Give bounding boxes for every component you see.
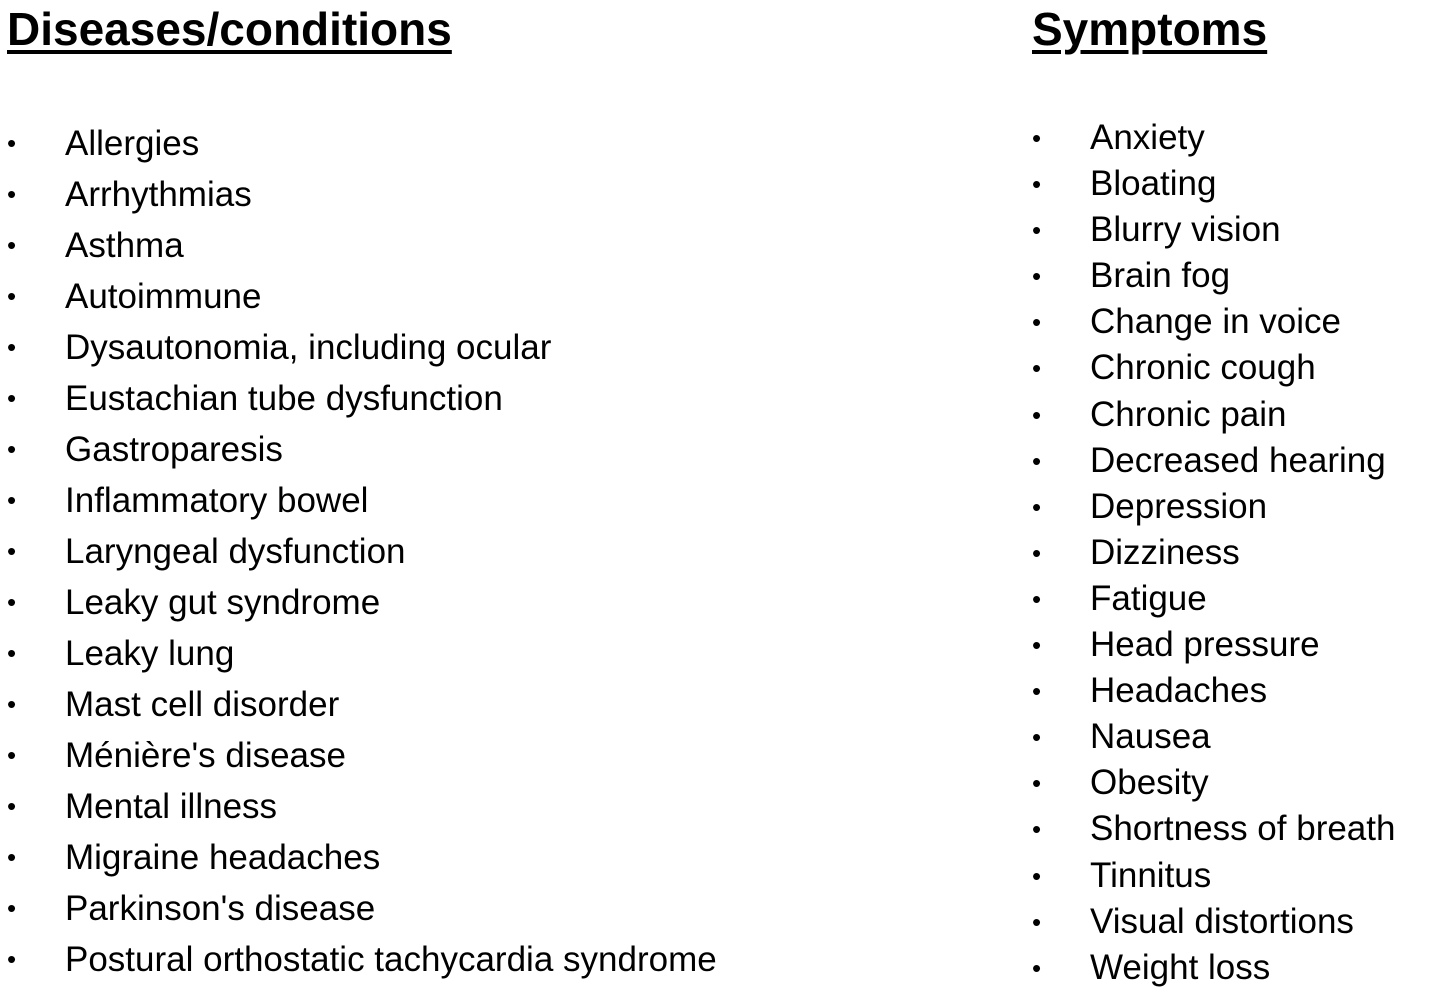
bullet-icon: • (1032, 860, 1042, 891)
diseases-list (7, 118, 717, 985)
list-item (7, 781, 717, 832)
list-item (1032, 392, 1395, 438)
symptoms-heading: Symptoms (1032, 3, 1268, 55)
list-item (1032, 576, 1395, 622)
list-item (1032, 945, 1395, 991)
bullet-icon: • (1032, 353, 1042, 384)
list-item (1032, 345, 1395, 391)
list-item (7, 883, 717, 934)
list-item (7, 526, 717, 577)
list-item (7, 934, 717, 985)
list-item-text: Shortness of breath (1090, 809, 1396, 849)
bullet-icon: • (7, 230, 17, 260)
bullet-icon: • (7, 842, 17, 872)
list-item (7, 679, 717, 730)
bullet-icon: • (1032, 261, 1042, 292)
list-item-text: Leaky gut syndrome (65, 583, 381, 622)
list-item-text: Arrhythmias (65, 175, 252, 214)
list-item (7, 373, 717, 424)
bullet-icon: • (7, 893, 17, 923)
list-item (7, 220, 717, 271)
list-item (7, 577, 717, 628)
list-item (1032, 299, 1395, 345)
list-item (7, 322, 717, 373)
bullet-icon: • (1032, 399, 1042, 430)
bullet-icon: • (1032, 583, 1042, 614)
list-item (7, 628, 717, 679)
bullet-icon: • (7, 179, 17, 209)
list-item (1032, 484, 1395, 530)
list-item (1032, 668, 1395, 714)
list-item (7, 271, 717, 322)
bullet-icon: • (7, 281, 17, 311)
list-item-text: Visual distortions (1090, 901, 1354, 941)
bullet-icon: • (1032, 169, 1042, 200)
list-item-text: Eustachian tube dysfunction (65, 379, 503, 418)
list-item-text: Depression (1090, 486, 1268, 526)
bullet-icon: • (1032, 445, 1042, 476)
bullet-icon: • (7, 638, 17, 668)
list-item (7, 832, 717, 883)
list-item-text: Change in voice (1090, 302, 1341, 342)
list-item-text: Bloating (1090, 164, 1217, 204)
diseases-heading: Diseases/conditions (7, 3, 452, 55)
bullet-icon: • (7, 689, 17, 719)
bullet-icon: • (1032, 491, 1042, 522)
bullet-icon: • (7, 944, 17, 974)
list-item (1032, 806, 1395, 852)
bullet-icon: • (1032, 630, 1042, 661)
bullet-icon: • (1032, 676, 1042, 707)
list-item (1032, 161, 1395, 207)
list-item (7, 475, 717, 526)
list-item (1032, 530, 1395, 576)
list-item-text: Fatigue (1090, 578, 1207, 618)
list-item (1032, 899, 1395, 945)
bullet-icon: • (7, 536, 17, 566)
list-item-text: Laryngeal dysfunction (65, 532, 406, 571)
list-item-text: Leaky lung (65, 634, 235, 673)
list-item-text: Blurry vision (1090, 210, 1281, 250)
list-item-text: Autoimmune (65, 277, 262, 316)
list-item-text: Obesity (1090, 763, 1209, 803)
list-item-text: Nausea (1090, 717, 1211, 757)
list-item-text: Gastroparesis (65, 430, 283, 469)
list-item (1032, 253, 1395, 299)
bullet-icon: • (1032, 537, 1042, 568)
list-item-text: Chronic cough (1090, 348, 1316, 388)
list-item-text: Brain fog (1090, 256, 1231, 296)
bullet-icon: • (1032, 215, 1042, 246)
list-item-text: Decreased hearing (1090, 440, 1386, 480)
list-item (1032, 207, 1395, 253)
list-item-text: Head pressure (1090, 625, 1320, 665)
list-item (1032, 622, 1395, 668)
bullet-icon: • (1032, 123, 1042, 153)
list-item-text: Allergies (65, 124, 200, 163)
bullet-icon: • (1032, 814, 1042, 845)
list-item (7, 169, 717, 220)
bullet-icon: • (7, 383, 17, 413)
list-item-text: Postural orthostatic tachycardia syndrome (65, 940, 717, 979)
list-item-text: Inflammatory bowel (65, 481, 369, 520)
bullet-icon: • (7, 434, 17, 464)
list-item-text: Asthma (65, 226, 184, 265)
symptoms-list (1032, 115, 1395, 991)
bullet-icon: • (7, 485, 17, 515)
list-item (1032, 760, 1395, 806)
bullet-icon: • (7, 740, 17, 770)
bullet-icon: • (1032, 906, 1042, 937)
list-item (7, 424, 717, 475)
list-item-text: Headaches (1090, 671, 1268, 711)
list-item-text: Mental illness (65, 787, 278, 826)
list-item (1032, 438, 1395, 484)
list-item-text: Anxiety (1090, 118, 1205, 157)
bullet-icon: • (1032, 768, 1042, 799)
bullet-icon: • (1032, 307, 1042, 338)
bullet-icon: • (1032, 722, 1042, 753)
list-item-text: Migraine headaches (65, 838, 381, 877)
bullet-icon: • (7, 332, 17, 362)
bullet-icon: • (1032, 952, 1042, 983)
list-item-text: Dizziness (1090, 532, 1240, 572)
list-item (1032, 714, 1395, 760)
list-item-text: Weight loss (1090, 947, 1271, 987)
list-item-text: Tinnitus (1090, 855, 1212, 895)
bullet-icon: • (7, 128, 17, 158)
list-item-text: Chronic pain (1090, 394, 1287, 434)
list-item (1032, 115, 1395, 161)
list-item (7, 118, 717, 169)
list-item (1032, 853, 1395, 899)
list-item-text: Parkinson's disease (65, 889, 376, 928)
list-item-text: Mast cell disorder (65, 685, 340, 724)
bullet-icon: • (7, 587, 17, 617)
list-item-text: Ménière's disease (65, 736, 346, 775)
bullet-icon: • (7, 791, 17, 821)
list-item-text: Dysautonomia, including ocular (65, 328, 552, 367)
list-item (7, 730, 717, 781)
